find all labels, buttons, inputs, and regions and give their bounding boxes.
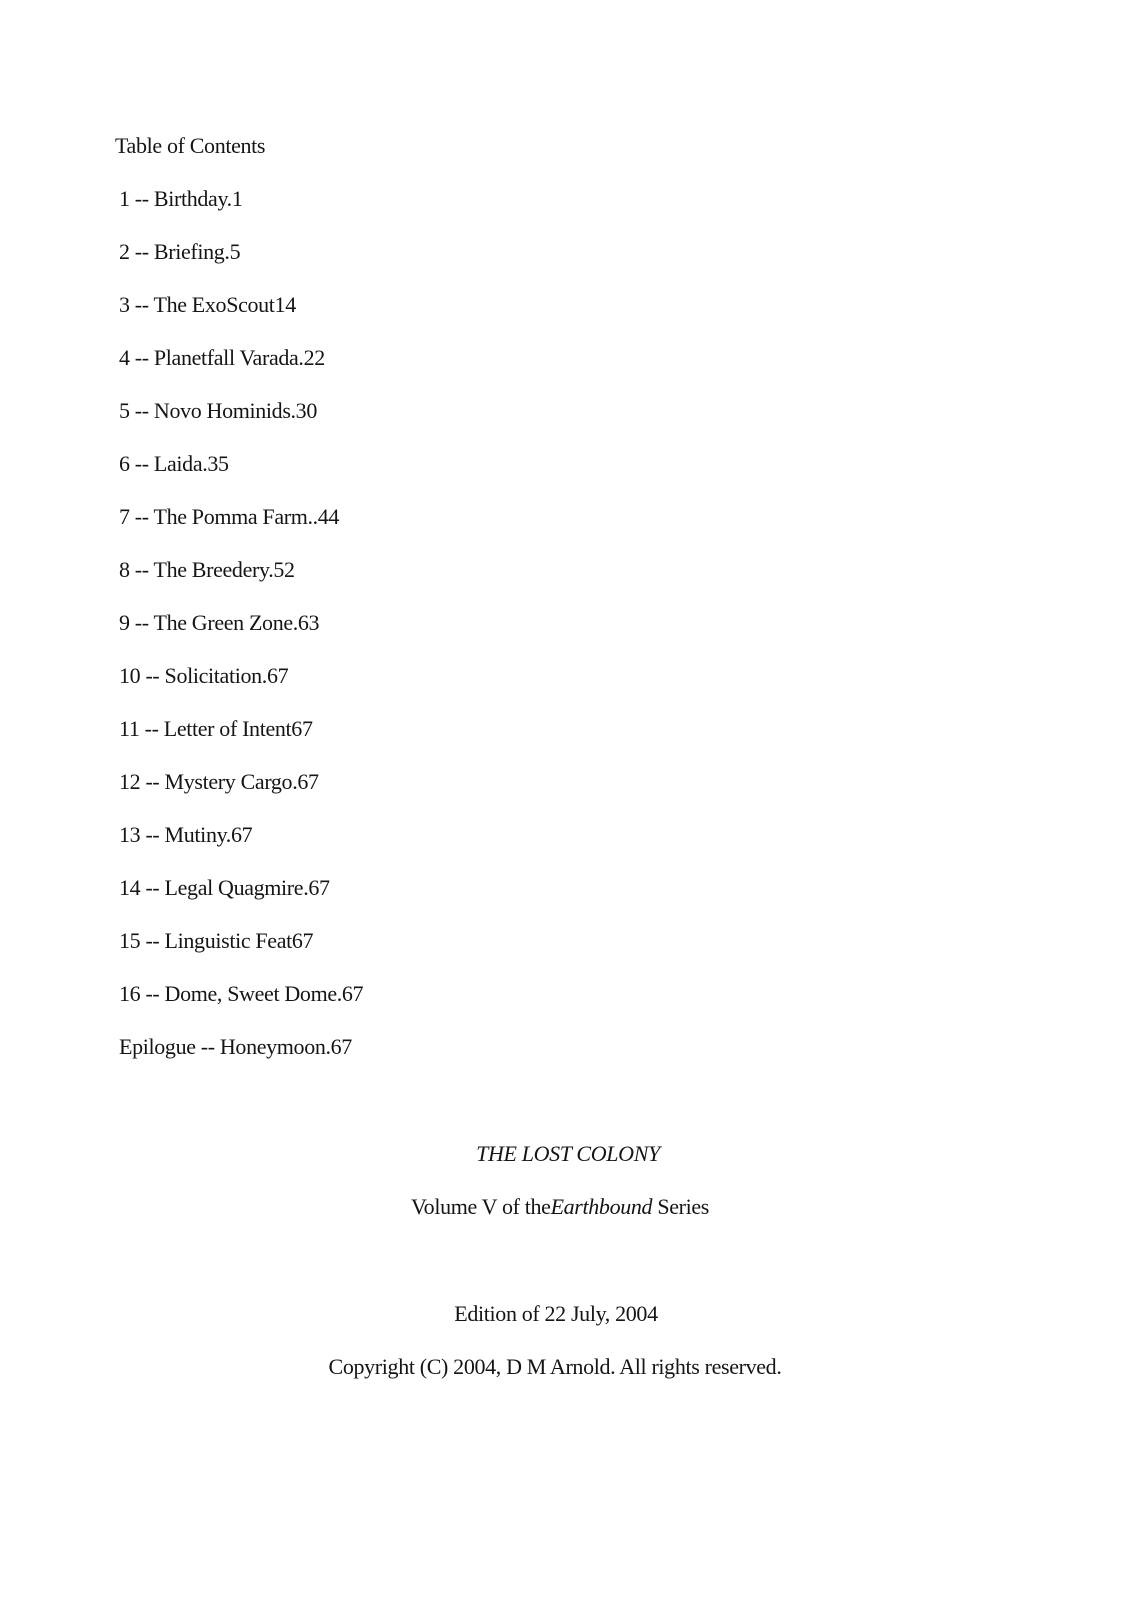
- toc-entry: 16 -- Dome, Sweet Dome.67: [119, 981, 364, 1006]
- toc-entry: 5 -- Novo Hominids.30: [119, 398, 317, 423]
- copyright-notice: Copyright (C) 2004, D M Arnold. All rights reserved.: [328, 1354, 782, 1379]
- toc-entry: 1 -- Birthday.1: [119, 186, 243, 211]
- toc-entry: 11 -- Letter of Intent67: [119, 716, 313, 741]
- toc-entry: 4 -- Planetfall Varada.22: [119, 345, 325, 370]
- volume-line: [0, 1180, 1125, 1233]
- toc-heading: Table of Contents: [115, 133, 266, 158]
- toc-entry: Epilogue -- Honeymoon.67: [119, 1034, 352, 1059]
- volume-suffix: Series: [652, 1194, 710, 1219]
- toc-entry: 2 -- Briefing.5: [119, 239, 241, 264]
- edition-line: Edition of 22 July, 2004: [454, 1301, 658, 1326]
- toc-entry: 7 -- The Pomma Farm..44: [119, 504, 340, 529]
- toc-entry: 15 -- Linguistic Feat67: [119, 928, 314, 953]
- volume-prefix: Volume V of the: [410, 1194, 551, 1219]
- toc-entry: 6 -- Laida.35: [119, 451, 229, 476]
- toc-entry: 13 -- Mutiny.67: [119, 822, 253, 847]
- toc-entry: 10 -- Solicitation.67: [119, 663, 289, 688]
- toc-entry: 12 -- Mystery Cargo.67: [119, 769, 319, 794]
- toc-entry: 9 -- The Green Zone.63: [119, 610, 320, 635]
- book-title: THE LOST COLONY: [476, 1141, 660, 1166]
- series-name: Earthbound: [550, 1194, 653, 1219]
- toc-entry: 8 -- The Breedery.52: [119, 557, 295, 582]
- table-of-contents: [115, 119, 815, 1073]
- toc-entry: 14 -- Legal Quagmire.67: [119, 875, 330, 900]
- toc-entry: 3 -- The ExoScout14: [119, 292, 296, 317]
